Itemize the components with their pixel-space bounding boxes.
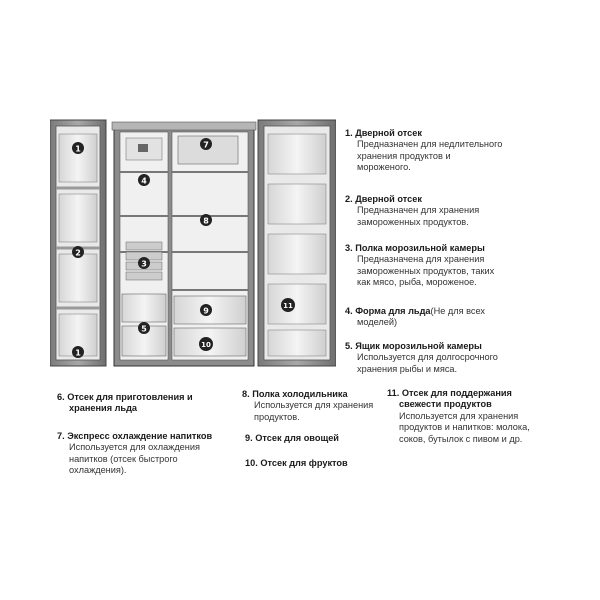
item-7 xyxy=(57,431,242,477)
item-9 xyxy=(245,433,395,444)
item-3 xyxy=(345,243,590,289)
item-5-desc-2: хранения рыбы и мяса. xyxy=(357,363,458,374)
item-3-title: 3. Полка морозильной камеры xyxy=(345,243,485,253)
item-4-desc-1: моделей) xyxy=(357,317,398,328)
item-1-title: 1. Дверной отсек xyxy=(345,128,422,138)
item-4-title-suffix: (Не для всех xyxy=(430,306,485,316)
item-11-desc-2: продуктов и напитков: молока, xyxy=(399,422,530,433)
cabinet xyxy=(112,122,256,366)
item-10-title: 10. Отсек для фруктов xyxy=(245,458,348,468)
marker-5 xyxy=(138,322,150,334)
item-6-title-2: хранения льда xyxy=(69,403,138,414)
item-3-desc-1: Предназначена для хранения xyxy=(357,254,485,265)
item-1-desc-1: Предназначен для недлительного xyxy=(357,139,503,150)
marker-8 xyxy=(200,214,212,226)
left-door xyxy=(50,120,106,366)
marker-1-bottom xyxy=(72,346,84,358)
item-3-desc-3: как мясо, рыба, мороженое. xyxy=(357,277,477,288)
item-5 xyxy=(345,341,590,375)
item-8-desc-1: Используется для хранения xyxy=(254,400,374,411)
svg-text:9: 9 xyxy=(203,306,209,316)
item-1-desc-3: мороженого. xyxy=(357,162,411,173)
svg-text:2: 2 xyxy=(75,248,81,258)
item-11-desc-3: соков, бутылок с пивом и др. xyxy=(399,433,523,444)
item-2-desc-2: замороженных продуктов. xyxy=(357,216,469,227)
item-2 xyxy=(345,194,585,228)
item-5-desc-1: Используется для долгосрочного xyxy=(357,352,498,363)
item-8 xyxy=(242,389,392,423)
right-door xyxy=(258,120,336,366)
item-1-desc-2: хранения продуктов и xyxy=(357,150,451,161)
svg-text:1: 1 xyxy=(75,348,81,358)
marker-10 xyxy=(199,337,213,351)
marker-3 xyxy=(138,257,150,269)
svg-text:1: 1 xyxy=(75,144,81,154)
item-11-title-2: свежести продуктов xyxy=(399,399,492,410)
item-1 xyxy=(345,128,585,174)
marker-9 xyxy=(200,304,212,316)
marker-4 xyxy=(138,174,150,186)
svg-text:7: 7 xyxy=(203,140,209,150)
item-4 xyxy=(345,306,590,329)
item-3-desc-2: замороженных продуктов, таких xyxy=(357,265,495,276)
item-7-desc-3: охлаждения). xyxy=(69,465,127,476)
item-7-desc-2: напитков (отсек быстрого xyxy=(69,453,178,464)
marker-11 xyxy=(281,298,295,312)
marker-1-top xyxy=(72,142,84,154)
item-6-title: 6. Отсек для приготовления и xyxy=(57,392,193,402)
item-11 xyxy=(387,388,587,445)
item-4-title: 4. Форма для льда xyxy=(345,306,431,316)
item-2-title: 2. Дверной отсек xyxy=(345,194,422,204)
svg-text:10: 10 xyxy=(201,341,211,349)
svg-text:8: 8 xyxy=(203,216,209,226)
item-7-title: 7. Экспресс охлаждение напитков xyxy=(57,431,213,441)
svg-text:3: 3 xyxy=(141,259,147,269)
svg-text:11: 11 xyxy=(283,302,293,310)
item-8-desc-2: продуктов. xyxy=(254,411,300,422)
svg-text:4: 4 xyxy=(141,176,147,186)
item-11-title: 11. Отсек для поддержания xyxy=(387,388,512,398)
item-9-title: 9. Отсек для овощей xyxy=(245,433,339,443)
item-7-desc-1: Используется для охлаждения xyxy=(69,442,200,453)
item-11-desc-1: Используется для хранения xyxy=(399,410,519,421)
svg-text:5: 5 xyxy=(141,324,147,334)
item-8-title: 8. Полка холодильника xyxy=(242,389,348,399)
item-6 xyxy=(57,392,237,415)
fridge-diagram xyxy=(50,112,336,384)
item-2-desc-1: Предназначен для хранения xyxy=(357,205,480,216)
marker-7 xyxy=(200,138,212,150)
item-10 xyxy=(245,458,395,469)
marker-2 xyxy=(72,246,84,258)
item-5-title: 5. Ящик морозильной камеры xyxy=(345,341,482,351)
